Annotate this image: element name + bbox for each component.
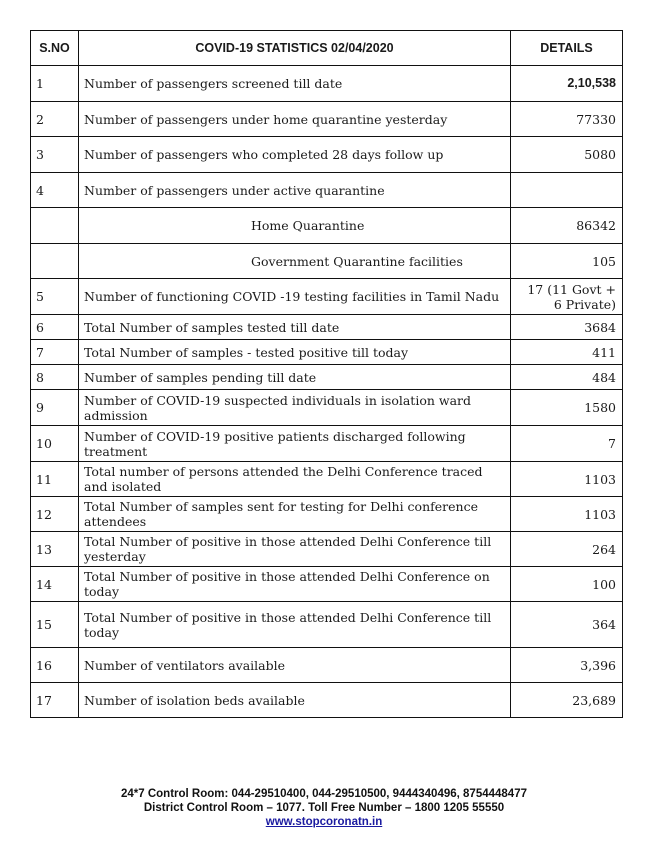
table-row (31, 426, 623, 462)
row-value: 23,689 (511, 683, 623, 718)
row-label: Number of functioning COVID -19 testing facilities in Tamil Nadu (79, 279, 511, 315)
table-row (31, 567, 623, 602)
row-value: 17 (11 Govt + 6 Private) (511, 279, 623, 315)
district-control-line: District Control Room – 1077. Toll Free Number – 1800 1205 55550 (143, 802, 505, 814)
row-value: 1103 (511, 462, 623, 497)
row-label: Number of COVID-19 suspected individuals in isolation ward admission (79, 390, 511, 426)
table-row (31, 244, 623, 279)
row-label: Total Number of samples tested till date (79, 315, 511, 340)
row-label: Number of passengers screened till date (79, 66, 511, 102)
row-label: Number of passengers who completed 28 days follow up (79, 137, 511, 173)
table-row (31, 340, 623, 365)
table-row (31, 497, 623, 532)
table-row (31, 683, 623, 718)
row-sno: 9 (31, 390, 79, 426)
row-sno: 3 (31, 137, 79, 173)
row-value: 3684 (511, 315, 623, 340)
row-value: 264 (511, 532, 623, 567)
table-header-row (31, 31, 623, 66)
contact-footer (0, 787, 648, 829)
row-sno: 8 (31, 365, 79, 390)
row-value: 100 (511, 567, 623, 602)
row-sno: 16 (31, 648, 79, 683)
row-sno: 13 (31, 532, 79, 567)
row-sno: 10 (31, 426, 79, 462)
row-value: 105 (511, 244, 623, 279)
row-value: 484 (511, 365, 623, 390)
row-label: Total Number of positive in those attended Delhi Conference till yesterday (79, 532, 511, 567)
row-label: Number of ventilators available (79, 648, 511, 683)
row-label: Total number of persons attended the Delhi Conference traced and isolated (79, 462, 511, 497)
row-label: Total Number of samples - tested positive till today (79, 340, 511, 365)
table-row (31, 102, 623, 137)
table-row (31, 648, 623, 683)
row-value: 1580 (511, 390, 623, 426)
row-sno (31, 208, 79, 244)
row-value: 411 (511, 340, 623, 365)
row-label: Number of samples pending till date (79, 365, 511, 390)
row-label: Number of passengers under active quarantine (79, 173, 511, 208)
row-label: Number of isolation beds available (79, 683, 511, 718)
row-sno: 1 (31, 66, 79, 102)
table-row (31, 173, 623, 208)
table-row (31, 137, 623, 173)
row-sno: 6 (31, 315, 79, 340)
row-sno (31, 244, 79, 279)
row-label: Number of COVID-19 positive patients discharged following treatment (79, 426, 511, 462)
row-label: Home Quarantine (79, 208, 511, 244)
header-sno: S.NO (31, 31, 79, 66)
table-row (31, 279, 623, 315)
row-label: Number of passengers under home quarantine yesterday (79, 102, 511, 137)
header-details: DETAILS (511, 31, 623, 66)
row-sno: 12 (31, 497, 79, 532)
row-value: 5080 (511, 137, 623, 173)
table-row (31, 315, 623, 340)
row-label: Government Quarantine facilities (79, 244, 511, 279)
control-room-line: 24*7 Control Room: 044-29510400, 044-29510500, 9444340496, 8754448477 (121, 788, 527, 800)
row-value: 3,396 (511, 648, 623, 683)
row-value: 2,10,538 (511, 66, 623, 102)
row-value: 1103 (511, 497, 623, 532)
row-sno: 2 (31, 102, 79, 137)
row-sno: 14 (31, 567, 79, 602)
table-row (31, 462, 623, 497)
row-sno: 4 (31, 173, 79, 208)
row-sno: 11 (31, 462, 79, 497)
row-sno: 5 (31, 279, 79, 315)
row-value: 364 (511, 602, 623, 648)
table-row (31, 66, 623, 102)
website-link[interactable]: www.stopcoronatn.in (265, 816, 383, 828)
table-row (31, 602, 623, 648)
row-sno: 15 (31, 602, 79, 648)
row-value (511, 173, 623, 208)
row-value: 77330 (511, 102, 623, 137)
row-value: 7 (511, 426, 623, 462)
row-label: Total Number of samples sent for testing for Delhi conference attendees (79, 497, 511, 532)
row-label: Total Number of positive in those attended Delhi Conference till today (79, 602, 511, 648)
header-title: COVID-19 STATISTICS 02/04/2020 (79, 31, 511, 66)
row-value: 86342 (511, 208, 623, 244)
row-sno: 17 (31, 683, 79, 718)
table-row (31, 208, 623, 244)
table-row (31, 532, 623, 567)
row-label: Total Number of positive in those attended Delhi Conference on today (79, 567, 511, 602)
table-row (31, 365, 623, 390)
covid-statistics-table (30, 30, 623, 718)
table-row (31, 390, 623, 426)
row-sno: 7 (31, 340, 79, 365)
